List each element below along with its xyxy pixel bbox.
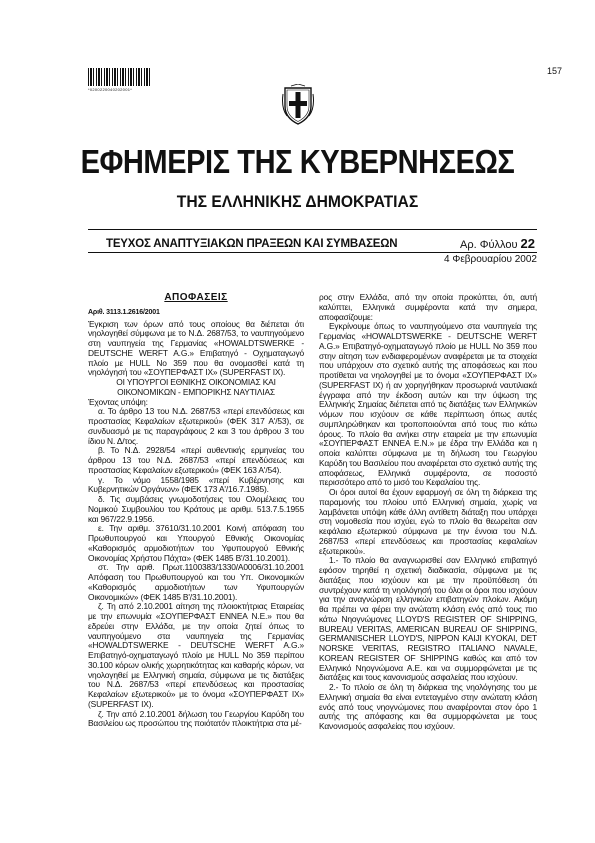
paragraph: ε. Την αριθμ. 37610/31.10.2001 Κοινή απόφαση του Πρωθυπουργού και Υπουργού Εθνικής Οικονομίας «Καθορισμός αρμοδιοτήτων του Υφυπουργού Εθνικής Οικονομίας Χρήστου Πάχτα» (ΦΕΚ 1485 Β'/31.10.2001). [88, 523, 304, 563]
paragraph: Οι όροι αυτοί θα έχουν εφαρμογή σε όλη τη διάρκεια της παραμονής του πλοίου υπό Ελληνική σημαία, χωρίς να λαμβάνεται υπόψη κάθε άλλη αντίθετη διάταξη που υπάρχει στη νομοθεσία που ισχύει, εγώ το πλοίο θα θεωρείται σαν κεφάλαιο εξωτερικού σύμφωνα με την έννοια του Ν.Δ. 2687/53 «περί επενδύσεως και προστασίας κεφαλαίων εξωτερικού». [319, 487, 537, 556]
paragraph: στ. Την αριθ. Πρωτ.1100383/1330/Α0006/31.10.2001 Απόφαση του Πρωθυπουργού και του Υπ. Οικονομικών «Καθορισμός αρμοδιοτήτων των Υφυπουργών Οικονομικών» (ΦΕΚ 1485 Β'/31.10.2001). [88, 562, 304, 602]
barcode-icon [88, 68, 150, 86]
header-divider-bottom [88, 252, 537, 253]
greek-coat-of-arms-icon [281, 84, 315, 126]
paragraph: ζ. Την από 2.10.2001 δήλωση του Γεωργίου Καρύδη του Βασιλείου ως προσώπου της ποιότατόν πλοικτήτρια στα μέ- [88, 708, 304, 729]
left-column [88, 293, 304, 843]
paragraph: β. Το Ν.Δ. 2928/54 «περί αυθεντικής ερμηνείας του άρθρου 13 του Ν.Δ. 2687/53 «περί επενδύσεως και προστασίας Κεφαλαίων εξωτερικού» (ΦΕΚ 163 Α'/54). [88, 445, 304, 475]
right-column [319, 293, 537, 843]
issue-date: 4 Φεβρουαρίου 2002 [444, 254, 537, 265]
paragraph: α. Το άρθρο 13 του Ν.Δ. 2687/53 «περί επενδύσεως και προστασίας Κεφαλαίων εξωτερικού» (ΦΕΚ 317 Α'/53), σε συνδυασμό με τις παραγράφους 2 και 3 του άρθρου 3 του ίδιου Ν. Δ/τος. [88, 406, 304, 446]
paragraph: ρος στην Ελλάδα, από την οποία προκύπτει, ότι, αυτή καλύπτει, Ελληνικά συμφέροντα κατά την σημερα, αποφασίζουμε: [319, 293, 537, 322]
barcode-number: *0200220040202001* [88, 87, 133, 92]
ministry-heading: ΟΙ ΥΠΟΥΡΓΟΙ ΕΘΝΙΚΗΣ ΟΙΚΟΝΟΜΙΑΣ ΚΑΙ ΟΙΚΟΝΟΜΙΚΩΝ - ΕΜΠΟΡΙΚΗΣ ΝΑΥΤΙΛΙΑΣ [116, 377, 276, 397]
header-divider-top [88, 229, 537, 230]
decision-summary: Έγκριση των όρων από τους οποίους θα διέπεται ότι νηολογηθεί σύμφωνα με το Ν.Δ. 2687/53, το ναυπηγούμενο στη ναυπηγεία της Γερμανίας «HOWALDTSWERKE - DEUTSCHE WERFT A.G.» Επιβατηγό - Οχηματαγωγό πλοίο με HULL No 359 που θα ονομασθεί κατά τη νηολόγησή του «ΣΟΥΠΕΡΦΑΣΤ ΙΧ» (SUPERFAST IX). [88, 318, 304, 378]
paragraph: γ. Το νόμο 1558/1985 «περί Κυβέρνησης και Κυβερνητικών Οργάνων» (ΦΕΚ 173 Α'/16.7.1985). [88, 474, 304, 495]
paragraph: 1.- Το πλοίο θα αναγνωρισθεί σαν Ελληνικό επιβατηγό εφόσον τηρηθεί η σχετική διαδικασία, σύμφωνα με τις διατάξεις που ισχύουν και με την προϋπόθεση ότι συντρέχουν κατά τη νηολόγησή του όλοι οι όροι που ισχύουν για την αναγνώριση ελληνικών επιβατηγών πλοίων. Ακόμη θα πρέπει να φέρει την ανώτατη κλάση ενός από τους πιο κάτω Νηογνώμονες LLOYD'S REGISTER OF SHIPPING, BUREAU VERITAS, AMERICAN BUREAU OF SHIPPING, GERMANISCHER LLOYD'S, NIPPON KAIJI KYOKAI, DET NORSKE VERITAS, REGISTRO ITALIANO NAVALE, KOREAN REGISTER OF SHIPPING καθώς και από τον Ελληνικό Νηογνώμονα Α.Ε. και να συμμορφώνεται με τις διατάξεις και τους κανονισμούς ασφαλείας που ισχύουν. [319, 555, 537, 683]
series-title: ΤΕΥΧΟΣ ΑΝΑΠΤΥΞΙΑΚΩΝ ΠΡΑΞΕΩΝ ΚΑΙ ΣΥΜΒΑΣΕΩΝ [106, 238, 398, 250]
section-title: ΑΠΟΦΑΣΕΙΣ [164, 293, 228, 303]
paragraph: Έχοντας υπόψη: [88, 396, 148, 407]
issue-number [460, 236, 535, 251]
masthead-title: ΕΦΗΜΕΡΙΣ ΤΗΣ ΚΥΒΕΡΝΗΣΕΩΣ [80, 143, 515, 180]
paragraph: δ. Τις συμβάσεις γνωμοδοτήσεις του Ολομέλειας του Νομικού Συμβουλίου του Κράτους με αριθμ. 513.7.5.1955 και 967/22.9.1956. [88, 494, 304, 524]
issue-label: Αρ. Φύλλου [460, 239, 521, 251]
decision-reference: Αριθ. 3113.1.2616/2001 [88, 308, 160, 316]
masthead-subtitle: ΤΗΣ ΕΛΛΗΝΙΚΗΣ ΔΗΜΟΚΡΑΤΙΑΣ [176, 192, 419, 211]
paragraph: ζ. Τη από 2.10.2001 αίτηση της πλοιοκτήτριας Εταιρείας με την επωνυμία «ΣΟΥΠΕΡΦΑΣΤ ENNEA Ν.Ε.» που θα εδρεύει στην Ελλάδα, με την οποία ζητεί όπως το ναυπηγούμενο στα ναυπηγεία της Γερμανίας «HOWALDTSWERKE - DEUTSCHE WERFT A.G.» Επιβατηγό-οχηματαγωγό πλοίο με HULL No 359 περίπου 30.100 κόρων ολικής χωρητικότητας και καθαρής κόρων, να νηολογηθεί με Ελληνική σημαία, σύμφωνα με τις διατάξεις του Ν.Δ. 2687/53 «περί επενδύσεως και προστασίας Κεφαλαίων εξωτερικού» με το όνομα «ΣΟΥΠΕΡΦΑΣΤ ΙΧ» (SUPERFAST IX). [88, 601, 304, 709]
issue-number-value: 22 [520, 236, 535, 251]
page-number: 157 [547, 66, 563, 76]
paragraph: Εγκρίνουμε όπως το ναυπηγούμενο στα ναυπηγεία της Γερμανίας «HOWALDTSWERKE - DEUTSCHE WERFT A.G.» Επιβατηγό-οχηματαγωγό πλοίο με HULL No 359 που στην αίτηση των ενδιαφερομένων αναφέρεται με τα στοιχεία που υπάρχουν στο σχετικό αυτής της αποφάσεως και που προτίθεται να νηολογηθεί με το όνομα «ΣΟΥΠΕΡΦΑΣΤ ΙΧ» (SUPERFAST IX) ή αν χορηγήθηκαν προσωρινά ναυτιλιακά έγγραφα από την έκδοση αυτών και την ύψωση της Ελληνικής Σημαίας διέπεται από τις διατάξεις των Ελληνικών νόμων που ισχύουν σε κάθε περίπτωση όπως αυτές συμπληρώθηκαν και τροποποιούνται από τους πιο κάτω όρους. Το πλοίο θα ανήκει στην εταιρεία με την επωνυμία «ΣΟΥΠΕΡΦΑΣΤ ENNEA Ε.Ν.» με έδρα την Ελλάδα και η οποία καλύπτει σύμφωνα με τη δήλωση του Γεωργίου Καρύδη του Βασιλείου που αναφέρεται στο σχετικό αυτής της αποφάσεως, Ελληνικά συμφέροντα, σε ποσοστό περισσότερο από το μισό του Κεφαλαίου της. [319, 321, 537, 488]
paragraph: 2.- Το πλοίο σε όλη τη διάρκεια της νηολόγησης του με Ελληνική σημαία θα είναι εντεταγμένο στην ανώτατη κλάση ενός από τους νηογνώμονες που αναφέρονται στον όρο 1 αυτής της απόφασης και θα συμμορφώνεται με τους Κανονισμούς ασφαλείας που ισχύουν. [319, 682, 537, 731]
